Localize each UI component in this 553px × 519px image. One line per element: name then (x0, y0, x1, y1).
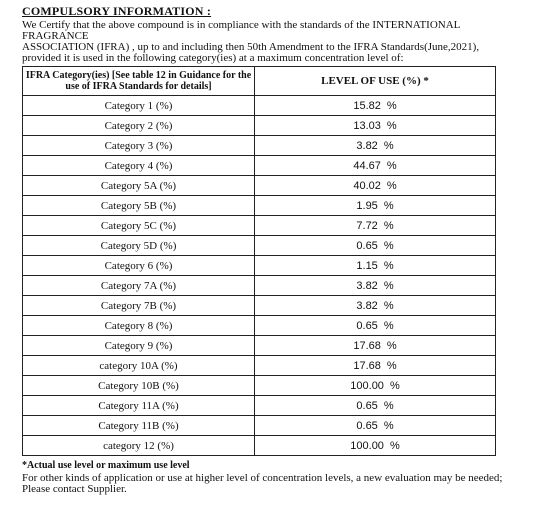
level-cell (255, 136, 496, 156)
header-category: IFRA Category(ies) [See table 12 in Guidance for the use of IFRA Standards for details] (23, 67, 255, 96)
level-unit: % (386, 119, 397, 132)
category-cell: Category 11A (%) (23, 396, 255, 416)
table-row (23, 316, 496, 336)
note-line: Please contact Supplier. (22, 483, 127, 495)
compliance-statement (22, 20, 522, 64)
table-body (23, 96, 496, 456)
note-line: For other kinds of application or use at higher level of concentration levels, a new evaluation may be needed; (22, 472, 503, 484)
level-unit: % (383, 419, 394, 432)
level-cell (255, 316, 496, 336)
table-row (23, 436, 496, 456)
category-cell: Category 4 (%) (23, 156, 255, 176)
level-value: 7.72 (356, 219, 378, 232)
category-cell: Category 7B (%) (23, 296, 255, 316)
level-cell (255, 236, 496, 256)
level-value: 3.82 (356, 299, 378, 312)
level-value: 0.65 (356, 399, 378, 412)
level-cell (255, 416, 496, 436)
table-row (23, 216, 496, 236)
level-value: 3.82 (356, 139, 378, 152)
level-cell (255, 276, 496, 296)
level-unit: % (383, 399, 394, 412)
level-value: 100.00 (350, 439, 384, 452)
level-cell (255, 256, 496, 276)
level-value: 44.67 (353, 159, 381, 172)
category-cell: Category 11B (%) (23, 416, 255, 436)
level-unit: % (389, 439, 400, 452)
footnote: *Actual use level or maximum use level (22, 460, 190, 471)
level-cell (255, 396, 496, 416)
level-unit: % (386, 159, 397, 172)
table-row (23, 176, 496, 196)
level-unit: % (383, 299, 394, 312)
table-row (23, 196, 496, 216)
category-cell: Category 3 (%) (23, 136, 255, 156)
intro-line: ASSOCIATION (IFRA) , up to and including then 50th Amendment to the IFRA Standards(June,2021), (22, 41, 480, 53)
level-unit: % (383, 319, 394, 332)
category-cell: Category 5C (%) (23, 216, 255, 236)
level-unit: % (383, 239, 394, 252)
category-cell: Category 9 (%) (23, 336, 255, 356)
table-row (23, 236, 496, 256)
ifra-category-table (22, 66, 496, 456)
category-cell: Category 8 (%) (23, 316, 255, 336)
level-value: 3.82 (356, 279, 378, 292)
level-cell (255, 296, 496, 316)
level-unit: % (383, 139, 394, 152)
category-cell: Category 6 (%) (23, 256, 255, 276)
category-cell: Category 7A (%) (23, 276, 255, 296)
category-cell: category 10A (%) (23, 356, 255, 376)
level-unit: % (383, 279, 394, 292)
level-value: 1.15 (356, 259, 378, 272)
table-row (23, 336, 496, 356)
table-row (23, 116, 496, 136)
header-level-of-use: LEVEL OF USE (%) * (255, 67, 496, 96)
category-cell: Category 10B (%) (23, 376, 255, 396)
level-value: 40.02 (353, 179, 381, 192)
category-cell: Category 5B (%) (23, 196, 255, 216)
document-title: COMPULSORY INFORMATION : (22, 4, 212, 18)
intro-line: provided it is used in the following category(ies) at a maximum concentration level of: (22, 52, 404, 64)
level-value: 0.65 (356, 319, 378, 332)
table-row (23, 156, 496, 176)
level-unit: % (386, 99, 397, 112)
table-row (23, 276, 496, 296)
level-unit: % (386, 339, 397, 352)
level-cell (255, 156, 496, 176)
level-unit: % (386, 359, 397, 372)
level-cell (255, 376, 496, 396)
level-cell (255, 356, 496, 376)
level-value: 0.65 (356, 419, 378, 432)
table-row (23, 256, 496, 276)
level-value: 13.03 (353, 119, 381, 132)
level-value: 15.82 (353, 99, 381, 112)
category-cell: Category 2 (%) (23, 116, 255, 136)
level-value: 0.65 (356, 239, 378, 252)
level-value: 17.68 (353, 359, 381, 372)
table-row (23, 416, 496, 436)
level-cell (255, 196, 496, 216)
category-cell: Category 5D (%) (23, 236, 255, 256)
table-row (23, 396, 496, 416)
table-row (23, 296, 496, 316)
table-row (23, 356, 496, 376)
level-cell (255, 176, 496, 196)
level-cell (255, 216, 496, 236)
level-cell (255, 116, 496, 136)
table-header-row (23, 67, 496, 96)
level-cell (255, 436, 496, 456)
level-cell (255, 336, 496, 356)
level-unit: % (383, 199, 394, 212)
table-row (23, 96, 496, 116)
intro-line: We Certify that the above compound is in compliance with the standards of the INTERNATIONAL FRAGRANCE (22, 19, 460, 42)
level-value: 1.95 (356, 199, 378, 212)
level-unit: % (386, 179, 397, 192)
table-row (23, 136, 496, 156)
category-cell: category 12 (%) (23, 436, 255, 456)
category-cell: Category 1 (%) (23, 96, 255, 116)
level-value: 100.00 (350, 379, 384, 392)
level-value: 17.68 (353, 339, 381, 352)
table-row (23, 376, 496, 396)
level-unit: % (383, 259, 394, 272)
level-cell (255, 96, 496, 116)
level-unit: % (383, 219, 394, 232)
level-unit: % (389, 379, 400, 392)
category-cell: Category 5A (%) (23, 176, 255, 196)
application-note (22, 473, 542, 495)
